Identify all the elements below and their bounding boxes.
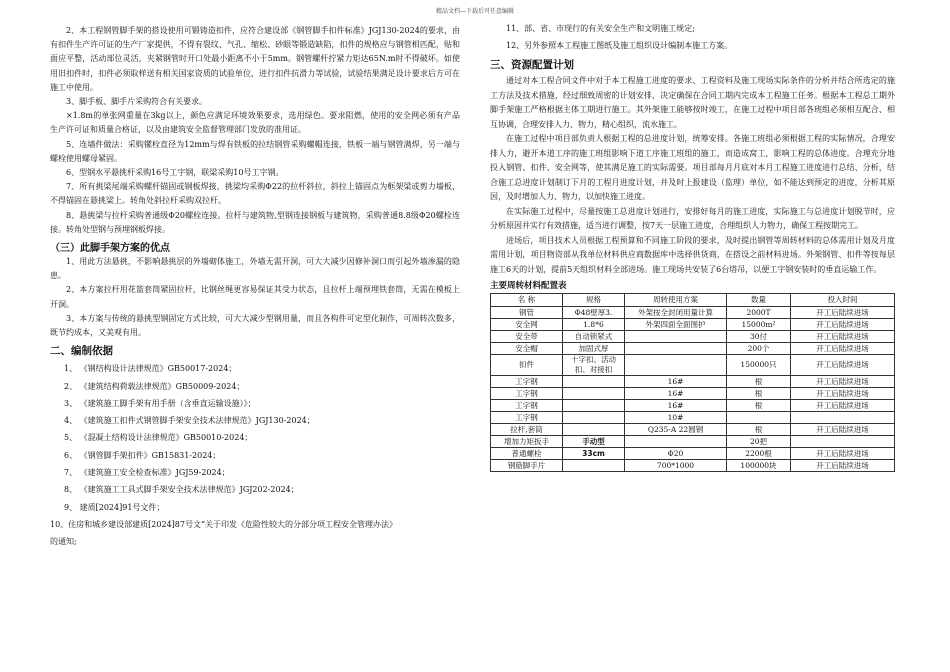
table-cell: 钢管 xyxy=(491,307,563,319)
table-cell: 加固式厚 xyxy=(563,343,625,355)
paragraph: 在施工过程中项目部负责人根据工程的总进度计划，统筹安排。各施工班组必须根据工程的实际情况，合理安排人力，避开本道工序的施工班组影响下道工序施工班组的施工，而造成窝工，影响工程的总体进度。合理充分地投入钢管、扣件、安全网等，使其满足施工的实际需要。项目部每月月底对本月工程施工进度进行总结、分析，结合施工总进度计划制订下月的工程月进度计划，并及时上报建设（监理）单位，如不能达到预定的进度，分析其原因，及时增加人力、物力，以加快施工进度。 xyxy=(490,134,895,201)
table-cell: Q235-A 22圆钢 xyxy=(625,424,727,436)
table-row xyxy=(491,355,895,376)
table-cell: 根 xyxy=(727,388,791,400)
table-cell: 16# xyxy=(625,388,727,400)
table-cell: 开工后陆续进场 xyxy=(791,388,895,400)
paragraph: 3、本方案与传统的悬挑型钢固定方式比较，可大大减少型钢用量，而且各构件可定型化制作，可周转次数多，既节约成本，又美观有用。 xyxy=(50,313,460,338)
list-item: 5、 《混凝土结构设计法律规范》GB50010-2024； xyxy=(64,433,253,443)
table-cell: 工字钢 xyxy=(491,388,563,400)
table-cell: 根 xyxy=(727,376,791,388)
table-cell: 30付 xyxy=(727,331,791,343)
list-item: 7、 《建筑施工安全检查标准》JGJ59-2024； xyxy=(64,468,230,478)
table-cell: 700*1000 xyxy=(625,460,727,472)
right-column xyxy=(490,20,895,472)
table-cell xyxy=(791,412,895,424)
table-cell: 根 xyxy=(727,400,791,412)
table-cell: 开工后陆续进场 xyxy=(791,331,895,343)
table-cell xyxy=(791,436,895,448)
table-cell: 10# xyxy=(625,412,727,424)
paragraph: 5、连墙件做法：采购镙栓直径为12mm与焊有铁板的拉结钢管采购螺帽连接，铁板一端与钢管满焊，另一端与螺栓使用螺母紧固。 xyxy=(50,139,460,163)
table-cell: 100000块 xyxy=(727,460,791,472)
table-row xyxy=(491,436,895,448)
table-cell xyxy=(563,412,625,424)
table-cell: 20把 xyxy=(727,436,791,448)
table-cell: Φ48壁厚3. xyxy=(563,307,625,319)
table-row xyxy=(491,460,895,472)
table-cell: 安全带 xyxy=(491,331,563,343)
paragraph: 1、用此方法悬挑，不影响悬挑层的外墙砌体施工，外墙无需开洞，可大大减少因修补洞口而引起外墙渗漏的隐患。 xyxy=(50,257,460,281)
table-cell: 外架按全封闭用量计算 xyxy=(625,307,727,319)
table-cell xyxy=(563,376,625,388)
table-cell: 200个 xyxy=(727,343,791,355)
column-header: 名 称 xyxy=(491,294,563,307)
table-cell: 开工后陆续进场 xyxy=(791,376,895,388)
table-cell: 拉杆,套筒 xyxy=(491,424,563,436)
table-row xyxy=(491,424,895,436)
table-cell: 开工后陆续进场 xyxy=(791,424,895,436)
paragraph: 通过对本工程合同文件中对于本工程施工进度的要求、工程资料及施工现场实际条件的分析并结合所选定的施工方法及技术措施，经过细致周密的计划安排，决定确保在合同工期内完成本工程施工任务。根据本工程总工期外脚手架施工严格根据主体工期进行施工。其外架施工能够按时竣工，在施工过程中项目部各班组必须相互配合、相互协调，合理安排人力、物力，精心组织，流水施工。 xyxy=(490,76,895,129)
section-heading-basis: 二、编制依据 xyxy=(50,345,113,358)
table-cell: 15000m² xyxy=(727,319,791,331)
table-cell: 普通螺栓 xyxy=(491,448,563,460)
paragraph: ×1.8m的单张网重量在3kg以上，颜色应满足环境效果要求，选用绿色。要求阻燃，使用的安全网必须有产品生产许可证和质量合格证，以及由建筑安全监督管理部门发放的准用证。 xyxy=(50,111,460,135)
table-cell xyxy=(563,388,625,400)
table-cell: 开工后陆续进场 xyxy=(791,460,895,472)
table-cell xyxy=(727,412,791,424)
table-cell: 开工后陆续进场 xyxy=(791,448,895,460)
table-row xyxy=(491,307,895,319)
list-item: 3、 《建筑施工脚手架有用手册（含垂直运输设施）》； xyxy=(64,398,256,408)
table-row xyxy=(491,400,895,412)
page-header-watermark: 精品文档---下载后可任意编辑 xyxy=(435,8,515,15)
table-cell: 十字扣、活动扣、对接扣 xyxy=(563,355,625,376)
section-heading-advantages: （三）此脚手架方案的优点 xyxy=(50,243,170,255)
table-cell xyxy=(563,424,625,436)
table-row xyxy=(491,319,895,331)
paragraph: 2、本方案拉杆用花篮套筒紧固拉杆，比钢丝绳更容易保证其受力状态，且拉杆上端预埋铁套筒，无需在模板上开洞。 xyxy=(50,285,460,309)
paragraph: 3、脚手板、脚手片采购符合有关要求。 xyxy=(66,97,208,107)
table-cell xyxy=(625,331,727,343)
column-header: 数量 xyxy=(727,294,791,307)
table-cell: 1.8*6 xyxy=(563,319,625,331)
table-cell: 根 xyxy=(727,424,791,436)
table-cell: 2000T xyxy=(727,307,791,319)
table-cell: 开工后陆续进场 xyxy=(791,355,895,376)
table-cell: 手动型 xyxy=(563,436,625,448)
table-title: 主要周转材料配置表 xyxy=(490,281,567,291)
table-row xyxy=(491,376,895,388)
paragraph: 2、本工程钢管脚手架的搭设使用可锻铸造扣件，应符合建设部《钢管脚手扣件标准》JGJ130-2024的要求，由有扣件生产许可证的生产厂家提供，不得有裂纹、气孔、缩松、砂眼等锻造缺陷，扣件的规格应与钢管相匹配，贴和面应平整，活动部位灵活，夹紧钢管时开口处最小距离不小于5mm。钢管螺杆拧紧力矩达65N.m时不得破坏。如使用旧扣件时，扣件必须取样送有相关国家资质的试验单位，进行扣件抗滑力等试验，试验结果满足设计要求后方可在施工中使用。 xyxy=(50,26,460,92)
table-cell: 33cm xyxy=(563,448,625,460)
materials-table xyxy=(490,293,895,472)
table-cell: 150000只 xyxy=(727,355,791,376)
reference-list xyxy=(50,360,460,550)
table-cell: 自动锁紧式 xyxy=(563,331,625,343)
table-cell: 增加力矩扳手 xyxy=(491,436,563,448)
table-row xyxy=(491,412,895,424)
list-item: 10、住房和城乡建设部建质[2024]87号文“关于印发《危险性较大的分部分项工程安全管理办法》 xyxy=(50,519,398,529)
table-row xyxy=(491,388,895,400)
table-cell: 工字钢 xyxy=(491,400,563,412)
table-cell: 2200根 xyxy=(727,448,791,460)
table-cell: 16# xyxy=(625,400,727,412)
table-cell: Φ20 xyxy=(625,448,727,460)
column-header: 规格 xyxy=(563,294,625,307)
paragraph: 6、型钢水平悬挑杆采购16号工字钢，联梁采购10号工字钢。 xyxy=(66,168,284,178)
list-item: 11、部、省、市现行的有关安全生产和文明施工规定; xyxy=(506,24,695,33)
list-item: 4、 《建筑施工扣件式钢管脚手架安全技术法律规范》JGJ130-2024； xyxy=(64,416,315,426)
table-cell: 工字钢 xyxy=(491,376,563,388)
table-cell xyxy=(563,400,625,412)
paragraph: 8、悬挑梁与拉杆采购普通级Φ20螺栓连接。拉杆与建筑物,型钢连接钢板与建筑物，采购普通8.8级Φ20螺栓连接。转角处型钢与预埋钢板焊接。 xyxy=(50,210,460,234)
table-cell: 开工后陆续进场 xyxy=(791,319,895,331)
table-cell: 安全帽 xyxy=(491,343,563,355)
table-row xyxy=(491,343,895,355)
paragraph: 7、所有挑梁尾端采购螺杆锚固或钢板焊接，挑梁均采购Φ22的拉杆斜拉，斜拉上锚固点为框架梁或剪力墙板，不得锚固在悬挑梁上。转角处斜拉杆采购双拉杆。 xyxy=(50,182,460,206)
paragraph: 在实际施工过程中，尽量按施工总进度计划进行，安排好每月的施工进度，实际施工与总进度计划脱节时，应分析原因并实行有效措施，适当进行调整，按7天一层施工进度，合理组织人力物力，确保工程按期完工。 xyxy=(490,206,895,230)
list-item: 2、 《建筑结构荷载法律规范》GB50009-2024； xyxy=(64,381,245,391)
table-cell xyxy=(625,355,727,376)
paragraph: 进场后，项目技术人员根据工程预算和不同施工阶段的要求，及时提出钢管等周转材料的总体需用计划及月度需用计划，项目物资部从我单位材料供应商数据库中选择供货商，在搭设之前材料进场。外架钢管、扣件等按每层施工6天的计划，提前5天组织材料全部进场。施工现场共安装了6台塔吊，以便工字钢安装时的垂直运输工作。 xyxy=(490,235,895,274)
regulation-list xyxy=(490,20,895,54)
column-header: 投入时间 xyxy=(791,294,895,307)
table-cell: 开工后陆续进场 xyxy=(791,343,895,355)
table-cell xyxy=(625,436,727,448)
table-cell: 工字钢 xyxy=(491,412,563,424)
list-item: 8、 《建筑施工工具式脚手架安全技术法律规范》JGJ202-2024； xyxy=(64,485,299,495)
table-cell xyxy=(563,460,625,472)
list-item: 9、 建质[2024]91号文件； xyxy=(64,502,165,512)
section-heading-resources: 三、资源配置计划 xyxy=(490,59,574,71)
list-item: 12、另外参照本工程施工图纸及施工组织设计编制本施工方案。 xyxy=(506,41,733,50)
left-column xyxy=(50,24,460,551)
table-row xyxy=(491,448,895,460)
table-header-row xyxy=(491,294,895,307)
table-cell: 钢筋脚手片 xyxy=(491,460,563,472)
list-item: 6、 《钢管脚手架扣件》GB15831-2024； xyxy=(64,450,221,460)
column-header: 周转使用方案 xyxy=(625,294,727,307)
list-item: 1、 《钢结构设计法律规范》GB50017-2024； xyxy=(64,364,237,374)
table-cell: 16# xyxy=(625,376,727,388)
table-cell: 安全网 xyxy=(491,319,563,331)
table-cell: 开工后陆续进场 xyxy=(791,400,895,412)
table-cell: 外架四面全面围护 xyxy=(625,319,727,331)
table-row xyxy=(491,331,895,343)
list-item: 的通知; xyxy=(50,537,77,547)
table-cell: 扣件 xyxy=(491,355,563,376)
table-cell xyxy=(625,343,727,355)
table-cell: 开工后陆续进场 xyxy=(791,307,895,319)
